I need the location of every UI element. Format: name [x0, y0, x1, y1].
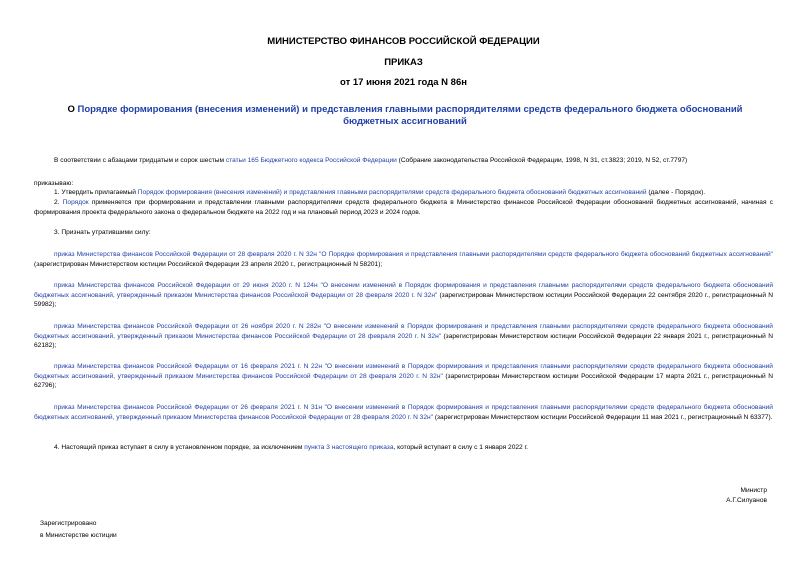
item-4-post: , который вступает в силу с 1 января 2022 г.	[393, 444, 528, 451]
basis-text-pre: В соответствии с абзацами тридцатым и сорок шестым	[54, 157, 226, 164]
repealed-4-link[interactable]: приказ Министерства финансов Российской Федерации от 16 февраля 2021 г. N 22н "О внесении изменений в Порядок формирования и представления главными распорядителями средств федерального бюджета обоснований бюджетных ассигнований, утвержденный приказом Министерства финансов Российской Федерации от 28 февраля 2020 г. N 32н"	[34, 363, 773, 380]
item-2-pre: 2.	[54, 199, 63, 206]
item-2	[34, 198, 773, 217]
signature-block	[726, 486, 767, 505]
repealed-5-post: (зарегистрирован Министерством юстиции Российской Федерации 11 мая 2021 г., регистрационный N 63377).	[433, 413, 773, 421]
item-3: 3. Признать утратившими силу:	[54, 229, 151, 236]
title-link[interactable]: Порядке формирования (внесения изменений) и представления главными распорядителями средств федерального бюджета обоснований бюджетных ассигнований	[77, 104, 743, 127]
item-2-post: применяется при формировании и представлении главными распорядителями средств федерального бюджета в Министерство финансов Российской Федерации обоснований бюджетных ассигнований, начиная с формирования проекта федерального закона о федеральном бюджете на 2022 год и на плановый период 2023 и 2024 годов.	[34, 199, 773, 216]
item-4	[34, 443, 773, 453]
doc-type-heading: ПРИКАЗ	[384, 57, 423, 68]
item-4-pre: 4. Настоящий приказ вступает в силу в установленном порядке, за исключением	[54, 444, 305, 451]
item-1-pre: 1. Утвердить прилагаемый	[54, 189, 138, 196]
repealed-item-1	[34, 250, 773, 269]
repealed-3-link[interactable]: приказ Министерства финансов Российской Федерации от 26 ноября 2020 г. N 282н "О внесении изменений в Порядок формирования и представления главными распорядителями средств федерального бюджета обоснований бюджетных ассигнований, утвержденный приказом Министерства финансов Российской Федерации от 28 февраля 2020 г. N 32н"	[34, 323, 773, 340]
item-1-post: (далее - Порядок).	[646, 189, 706, 196]
signature-position: Министр	[740, 487, 767, 494]
repealed-3-post: (зарегистрирован Министерством юстиции Российской Федерации 22 января 2021 г., регистрационный N 62182);	[34, 332, 773, 349]
order-word: приказываю:	[34, 180, 74, 187]
repealed-item-3	[34, 322, 773, 351]
item-1-link[interactable]: Порядок формирования (внесения изменений) и представления главными распорядителями средств федерального бюджета обоснований бюджетных ассигнований	[137, 189, 647, 196]
repealed-item-4	[34, 362, 773, 391]
document-title	[60, 104, 750, 128]
repealed-1-link[interactable]: приказ Министерства финансов Российской Федерации от 28 февраля 2020 г. N 32н "О Порядке формирования и представления главными распорядителями средств федерального бюджета обоснований бюджетных ассигнований"	[54, 251, 773, 258]
ministry-heading: МИНИСТЕРСТВО ФИНАНСОВ РОССИЙСКОЙ ФЕДЕРАЦИИ	[267, 36, 540, 47]
date-number-heading: от 17 июня 2021 года N 86н	[340, 77, 467, 88]
item-1	[34, 188, 773, 198]
repealed-4-post: (зарегистрирован Министерством юстиции Российской Федерации 17 марта 2021 г., регистрационный N 62796);	[34, 372, 773, 389]
item-4-link[interactable]: пункта 3 настоящего приказа	[304, 444, 394, 451]
basis-text-post: (Собрание законодательства Российской Федерации, 1998, N 31, ст.3823; 2019, N 52, ст.7797)	[396, 157, 688, 164]
registration-line-2: в Министерстве юстиции	[40, 532, 117, 539]
repealed-item-2	[34, 281, 773, 310]
repealed-1-post: (зарегистрирован Министерством юстиции Российской Федерации 23 апреля 2020 г., регистрационный N 58201);	[34, 260, 383, 268]
basis-link[interactable]: статьи 165 Бюджетного кодекса Российской Федерации	[225, 157, 397, 164]
repealed-5-link[interactable]: приказ Министерства финансов Российской Федерации от 26 февраля 2021 г. N 31н "О внесении изменений в Порядок формирования и представления главными распорядителями средств федерального бюджета обоснований бюджетных ассигнований, утвержденный приказом Министерства финансов Российской Федерации от 28 февраля 2020 г. N 32н"	[34, 404, 773, 421]
item-2-link[interactable]: Порядок	[62, 199, 89, 206]
repealed-2-post: (зарегистрирован Министерством юстиции Российской Федерации 22 сентября 2020 г., регистрационный N 59982);	[34, 291, 773, 308]
repealed-item-5	[34, 403, 773, 422]
registration-block	[40, 518, 117, 542]
basis-paragraph	[34, 156, 773, 166]
registration-line-1: Зарегистрировано	[40, 520, 97, 527]
signature-name: А.Г.Силуанов	[726, 496, 767, 504]
title-prefix: О	[67, 104, 78, 115]
repealed-2-link[interactable]: приказ Министерства финансов Российской Федерации от 29 июня 2020 г. N 124н "О внесении изменений в Порядок формирования и представления главными распорядителями средств федерального бюджета обоснований бюджетных ассигнований, утвержденный приказом Министерства финансов Российской Федерации от 28 февраля 2020 г. N 32н"	[34, 282, 773, 299]
